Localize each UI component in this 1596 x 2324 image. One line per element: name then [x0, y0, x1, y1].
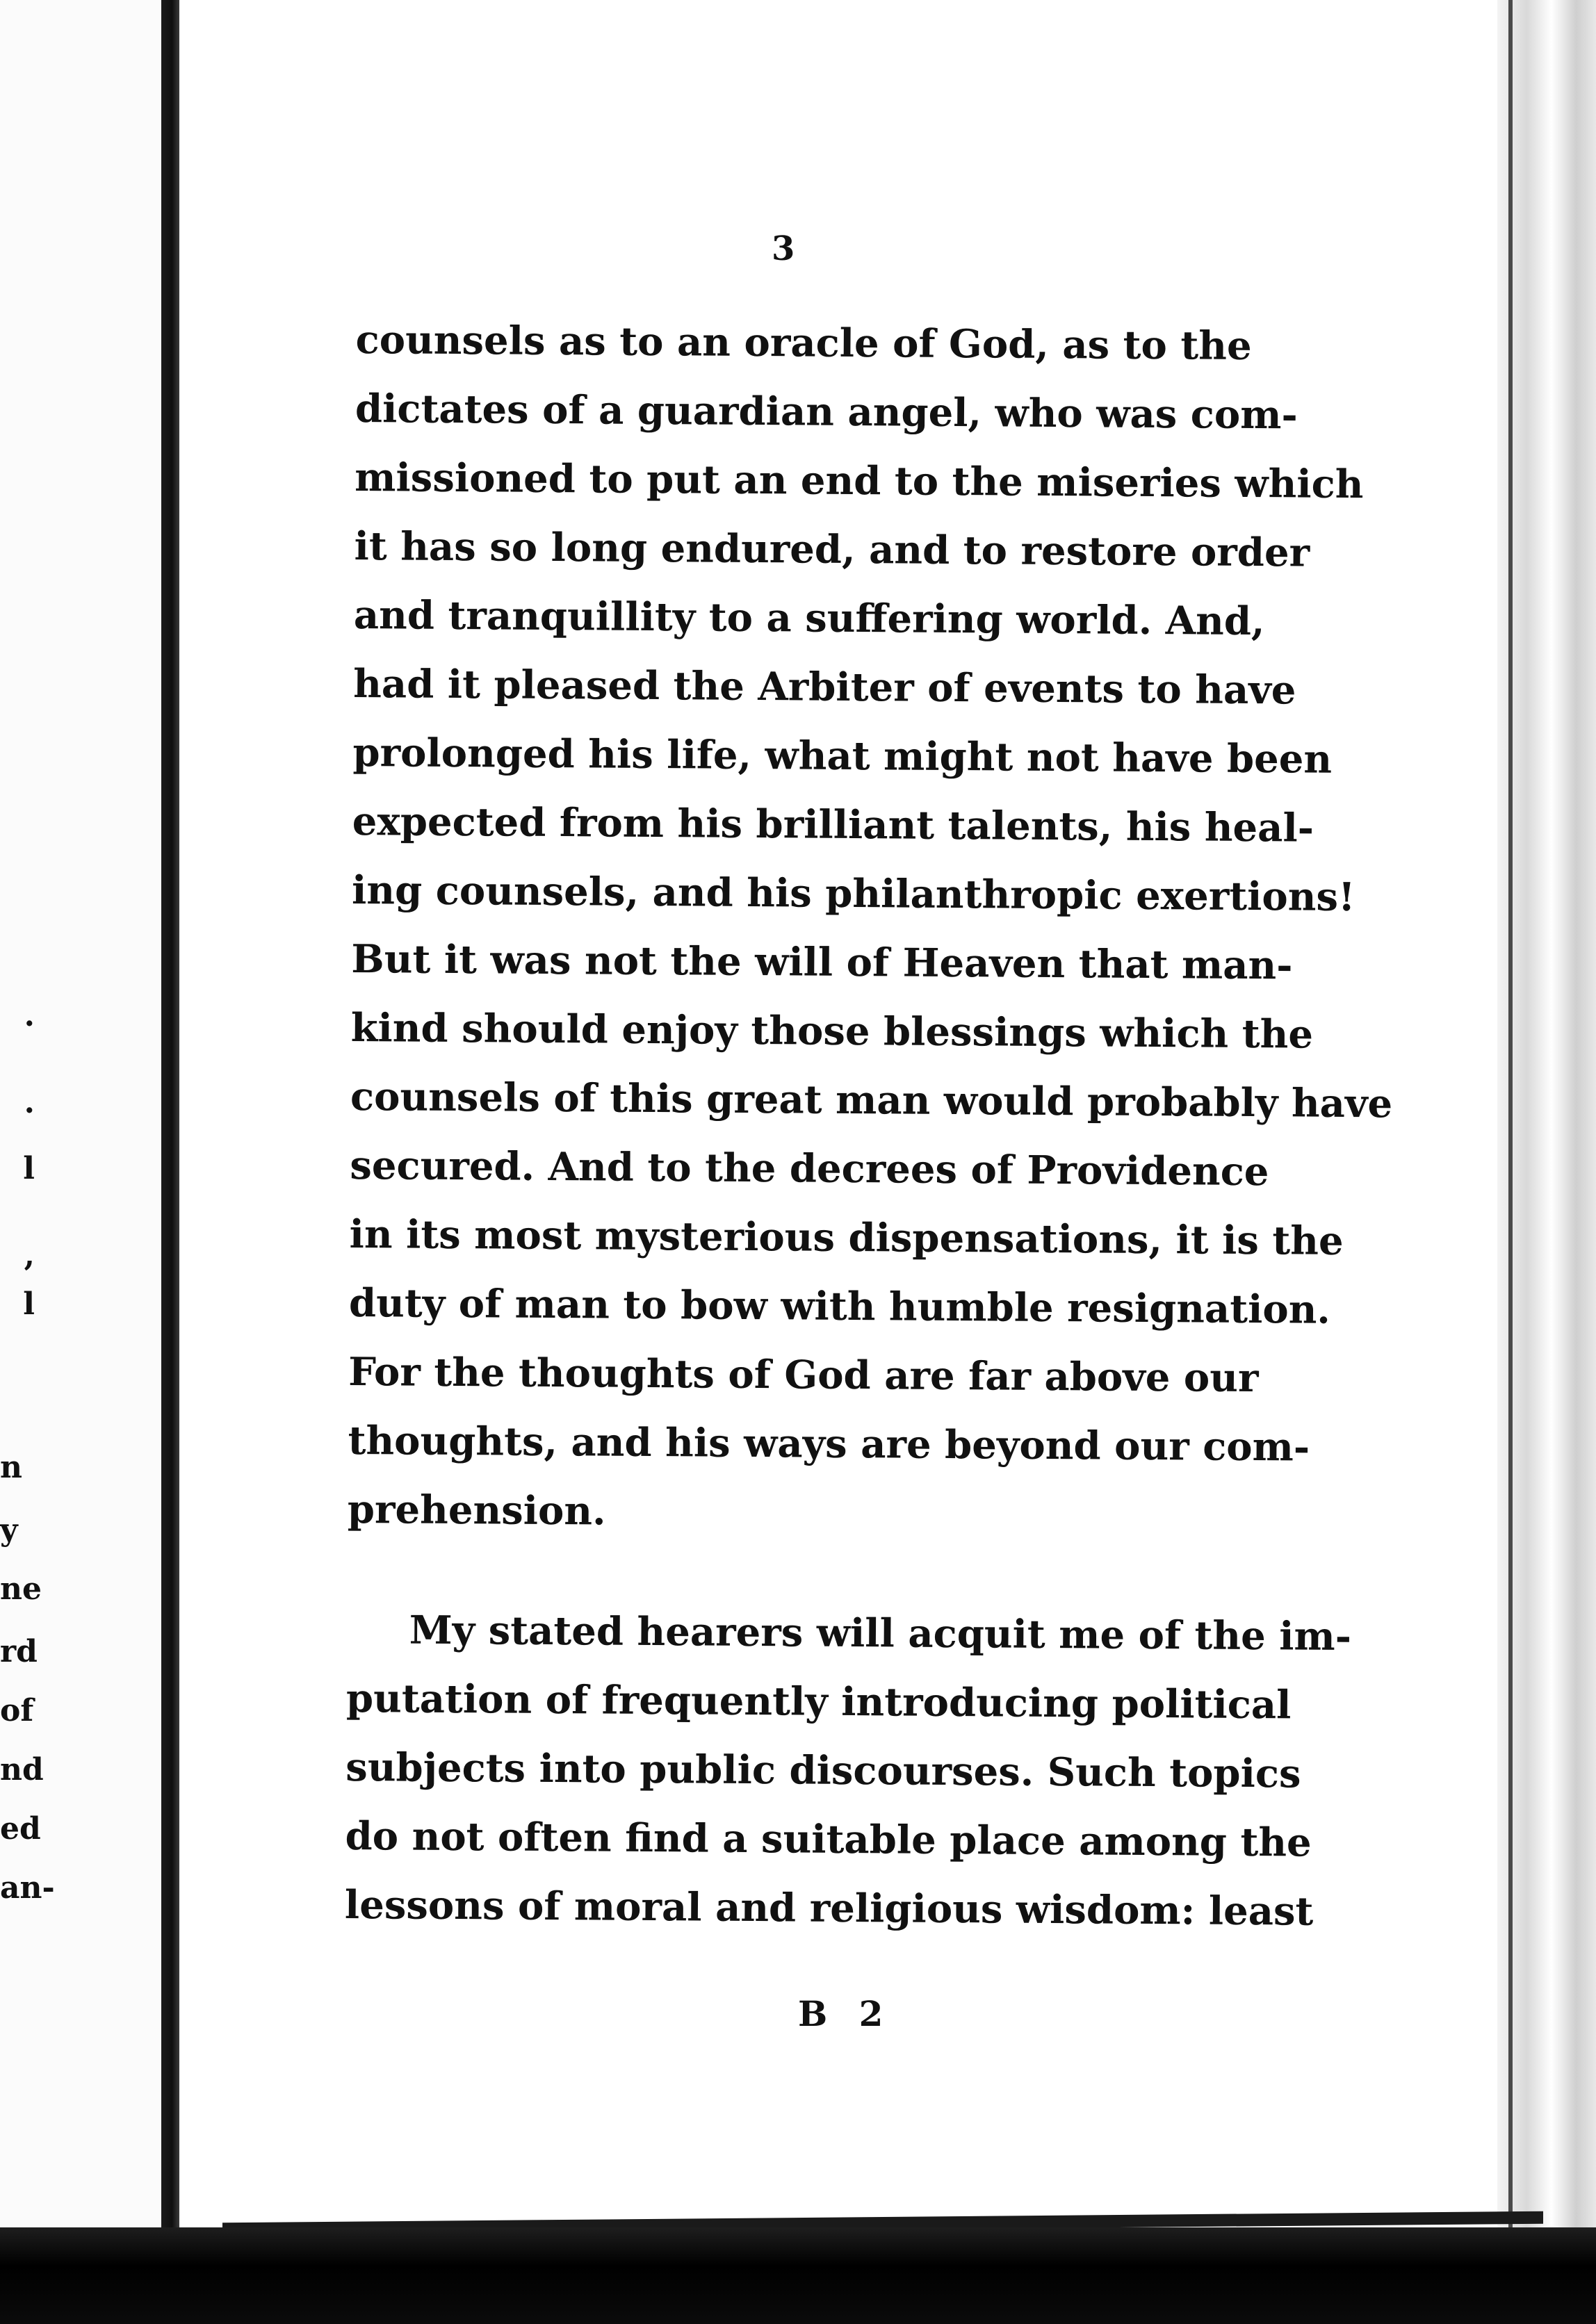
- left-page-fragment: l: [23, 1151, 35, 1186]
- text-line: putation of frequently introducing political: [345, 1675, 1292, 1728]
- text-line: it has so long endured, and to restore order: [354, 523, 1310, 576]
- paragraph-gap: [347, 1544, 1242, 1602]
- left-page-fragment: nd: [0, 1752, 44, 1787]
- text-line: secured. And to the decrees of Providence: [350, 1142, 1269, 1195]
- text-line: thoughts, and his ways are beyond our com-: [348, 1417, 1310, 1471]
- left-page-fragment: l: [23, 1286, 35, 1322]
- text-line: My stated hearers will acquit me of the im-: [409, 1607, 1352, 1660]
- left-page-fragment: ed: [0, 1811, 41, 1847]
- text-line: counsels of this great man would probably have: [350, 1073, 1393, 1127]
- left-page-fragment: an-: [0, 1870, 55, 1906]
- text-line: counsels as to an oracle of God, as to the: [355, 316, 1252, 369]
- text-line: prolonged his life, what might not have been: [352, 729, 1333, 783]
- text-line: kind should enjoy those blessings which the: [350, 1004, 1314, 1058]
- text-line: For the thoughts of God are far above our: [348, 1348, 1259, 1402]
- left-page-fragment: of: [0, 1693, 34, 1728]
- text-line: duty of man to bow with humble resignation.: [348, 1279, 1331, 1333]
- text-line: lessons of moral and religious wisdom: least: [344, 1881, 1314, 1935]
- text-line: ing counsels, and his philanthropic exertions!: [351, 867, 1355, 921]
- left-page-fragment: .: [24, 998, 35, 1033]
- left-page-fragment: ne: [0, 1571, 42, 1607]
- text-line: But it was not the will of Heaven that man-: [351, 935, 1293, 989]
- page-number: 3: [772, 229, 795, 268]
- scan-bottom-border: [0, 2227, 1596, 2324]
- text-line: missioned to put an end to the miseries which: [355, 454, 1364, 508]
- body-text: [344, 306, 1393, 1946]
- text-line: dictates of a guardian angel, who was com-: [355, 385, 1298, 439]
- text-line: and tranquillity to a suffering world. And,: [353, 591, 1265, 645]
- left-page-fragment: ,: [24, 1238, 35, 1273]
- paragraph-1: [347, 306, 1393, 1550]
- paragraph-2: [344, 1596, 1352, 1946]
- right-page-edge-shadow: [1508, 0, 1513, 2231]
- left-page-fragment: y: [0, 1512, 18, 1548]
- text-line: expected from his brilliant talents, his heal-: [352, 798, 1314, 851]
- book-gutter: [161, 0, 179, 2286]
- text-line: in its most mysterious dispensations, it is the: [349, 1211, 1344, 1264]
- left-page-fragment: rd: [0, 1634, 38, 1669]
- left-page-fragment: n: [0, 1450, 22, 1485]
- text-line: subjects into public discourses. Such topics: [345, 1744, 1301, 1797]
- signature-mark: B 2: [798, 1993, 893, 2034]
- left-page-fragment: .: [24, 1085, 35, 1120]
- left-page-edge: [0, 0, 163, 2286]
- text-line: had it pleased the Arbiter of events to have: [352, 660, 1296, 714]
- text-line: prehension.: [347, 1486, 606, 1535]
- text-line: do not often find a suitable place among the: [345, 1812, 1312, 1866]
